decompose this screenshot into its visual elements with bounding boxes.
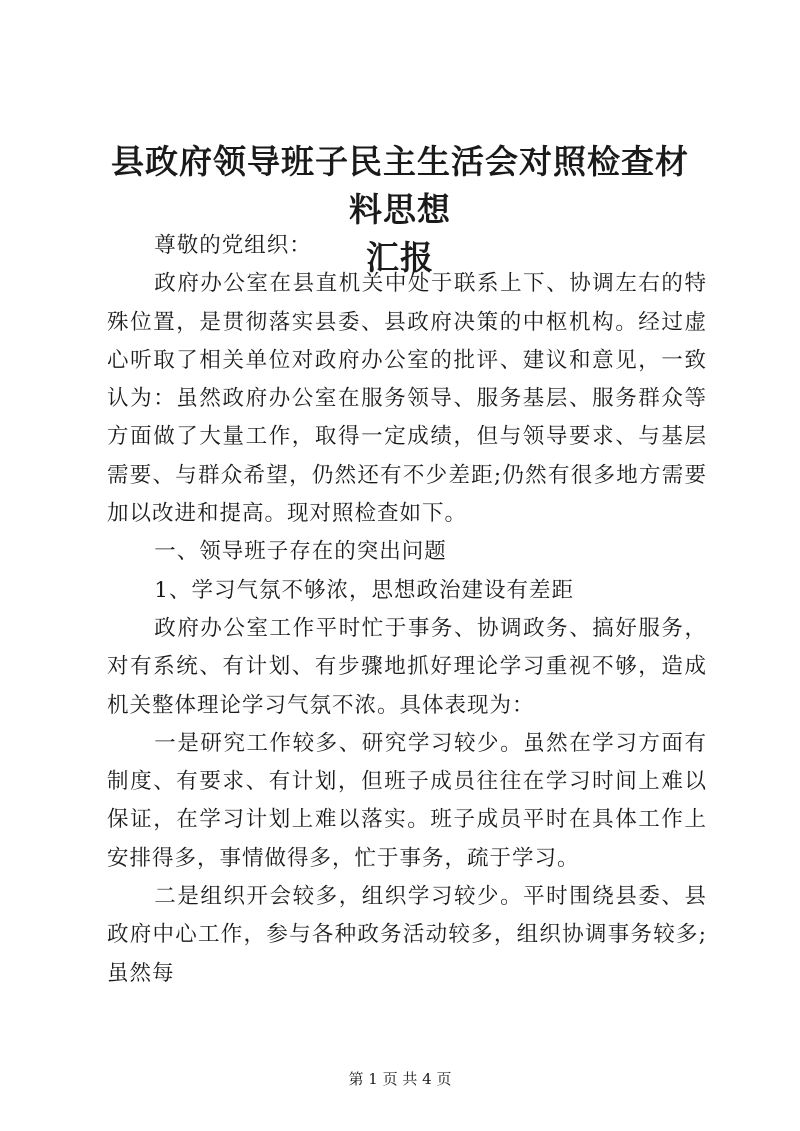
title-line-2: 汇报	[366, 238, 434, 277]
paragraph: 政府办公室工作平时忙于事务、协调政务、搞好服务，对有系统、有计划、有步骤地抓好理论学习重视不够，造成机关整体理论学习气氛不浓。具体表现为：	[107, 615, 707, 718]
paragraph: 二是组织开会较多，组织学习较少。平时围绕县委、县政府中心工作，参与各种政务活动较多，组织协调事务较多;虽然每	[107, 884, 707, 986]
section-heading: 一、领导班子存在的突出问题	[154, 539, 447, 565]
page-footer: 第 1 页 共 4 页	[348, 1070, 452, 1088]
paragraph: 政府办公室在县直机关中处于联系上下、协调左右的特殊位置，是贯彻落实县委、县政府决策的中枢机构。经过虚心听取了相关单位对政府办公室的批评、建议和意见，一致认为：虽然政府办公室在服务领导、服务基层、服务群众等方面做了大量工作，取得一定成绩，但与领导要求、与基层需要、与群众希望，仍然还有不少差距;仍然有很多地方需要加以改进和提高。现对照检查如下。	[107, 271, 707, 527]
paragraph: 一是研究工作较多、研究学习较少。虽然在学习方面有制度、有要求、有计划，但班子成员往往在学习时间上难以保证，在学习计划上难以落实。班子成员平时在具体工作上安排得多，事情做得多，忙于事务，疏于学习。	[107, 730, 707, 871]
document-body	[107, 227, 707, 993]
salutation: 尊敬的党组织：	[154, 233, 312, 258]
subsection-heading: 1、学习气氛不够浓，思想政治建设有差距	[154, 577, 574, 603]
title-line-1: 县政府领导班子民主生活会对照检查材料思想	[111, 142, 689, 229]
